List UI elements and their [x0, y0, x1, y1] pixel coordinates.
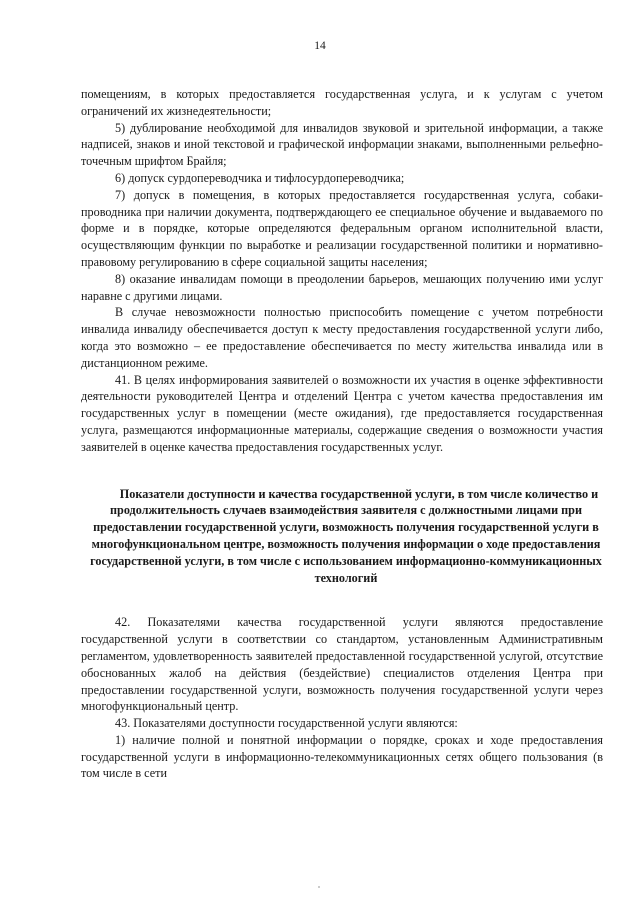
paragraph: В случае невозможности полностью приспособить помещение с учетом потребности инвалида инвалиду обеспечивается доступ к месту предоставления государственной услуги либо, когда это возможно – ее предоставление обеспечивается по месту жительства инвалида или в дистанционном режиме. [81, 305, 603, 370]
section-heading: Показатели доступности и качества государственной услуги, в том числе количество и продолжительность случаев взаимодействия заявителя с должностными лицами при предоставлении государственной услуги, возможность получения государственной услуги в многофункциональном центре, возможность получения информации о ходе предоставления государственной услуги, в том числе с использованием информационно-коммуникационных технологий [90, 486, 602, 585]
paragraph: 41. В целях информирования заявителей о возможности их участия в оценке эффективности деятельности руководителей Центра и отделений Центра с учетом качества предоставления им государственных услуг в помещении (месте ожидания), где предоставляется государственная услуга, размещаются информационные материалы, содержащие сведения о возможности участия заявителей в оценке качества предоставления государственных услуг. [81, 372, 603, 454]
document-body [81, 86, 603, 782]
section-spacer [81, 586, 603, 614]
paragraph: 43. Показателями доступности государственной услуги являются: [115, 716, 458, 731]
scan-speck [318, 886, 320, 888]
section-spacer [81, 456, 603, 486]
paragraph: 8) оказание инвалидам помощи в преодолении барьеров, мешающих получению ими услуг наравне с другими лицами. [81, 271, 603, 303]
bottom-paragraphs [81, 614, 603, 782]
top-paragraphs [81, 86, 603, 456]
paragraph: 6) допуск сурдопереводчика и тифлосурдопереводчика; [115, 170, 405, 185]
paragraph: 42. Показателями качества государственной услуги являются предоставление государственной услуги в соответствии со стандартом, установленным Административным регламентом, удовлетворенность заявителей предоставленной государственной услугой, отсутствие обоснованных жалоб на действия (бездействие) специалистов отделения Центра при предоставлении государственной услуги, возможность получения государственной услуги через многофункциональный центр. [81, 615, 603, 714]
paragraph: 7) допуск в помещения, в которых предоставляется государственная услуга, собаки-проводника при наличии документа, подтверждающего ее специальное обучение и выдаваемого по форме и в порядке, которые определяются федеральным органом исполнительной власти, осуществляющим функции по выработке и реализации государственной политики и нормативно-правовому регулированию в сфере социальной защиты населения; [81, 187, 603, 269]
paragraph: 5) дублирование необходимой для инвалидов звуковой и зрительной информации, а также надписей, знаков и иной текстовой и графической информации знаками, выполненными рельефно-точечным шрифтом Брайля; [81, 120, 603, 169]
paragraph: помещениям, в которых предоставляется государственная услуга, и к услугам с учетом ограничений их жизнедеятельности; [81, 87, 603, 118]
page-number: 14 [314, 40, 326, 52]
paragraph: 1) наличие полной и понятной информации о порядке, сроках и ходе предоставления государственной услуги в информационно-телекоммуникационных сетях общего пользования (в том числе в сети [81, 732, 603, 781]
